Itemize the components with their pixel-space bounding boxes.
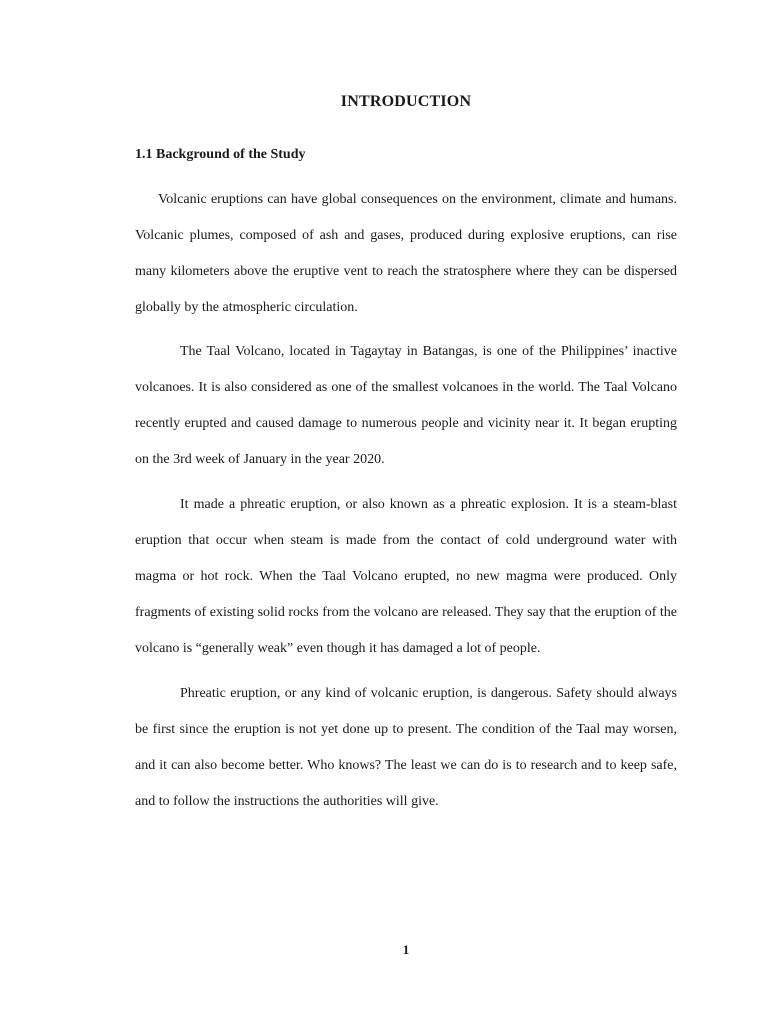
- paragraph-1: Volcanic eruptions can have global consequences on the environment, climate and humans. Volcanic plumes, composed of ash and gases, produced during explosive eruptions, can rise many kilometers above the eruptive vent to reach the stratosphere where they can be dispersed globally by the atmospheric circulation.: [135, 192, 677, 315]
- paragraph-3: It made a phreatic eruption, or also known as a phreatic explosion. It is a steam-blast eruption that occur when steam is made from the contact of cold underground water with magma or hot rock. When the Taal Volcano erupted, no new magma were produced. Only fragments of existing solid rocks from the volcano are released. They say that the eruption of the volcano is “generally weak” even though it has damaged a lot of people.: [135, 497, 677, 656]
- page-title: INTRODUCTION: [340, 93, 472, 110]
- paragraph-4: Phreatic eruption, or any kind of volcanic eruption, is dangerous. Safety should always be first since the eruption is not yet done up to present. The condition of the Taal may worsen, and it can also become better. Who knows? The least we can do is to research and to keep safe, and to follow the instructions the authorities will give.: [135, 686, 677, 809]
- paragraph-2: The Taal Volcano, located in Tagaytay in Batangas, is one of the Philippines’ inactive volcanoes. It is also considered as one of the smallest volcanoes in the world. The Taal Volcano recently erupted and caused damage to numerous people and vicinity near it. It began erupting on the 3rd week of January in the year 2020.: [135, 344, 677, 467]
- page-number: 1: [402, 942, 410, 957]
- section-heading: 1.1 Background of the Study: [135, 147, 306, 162]
